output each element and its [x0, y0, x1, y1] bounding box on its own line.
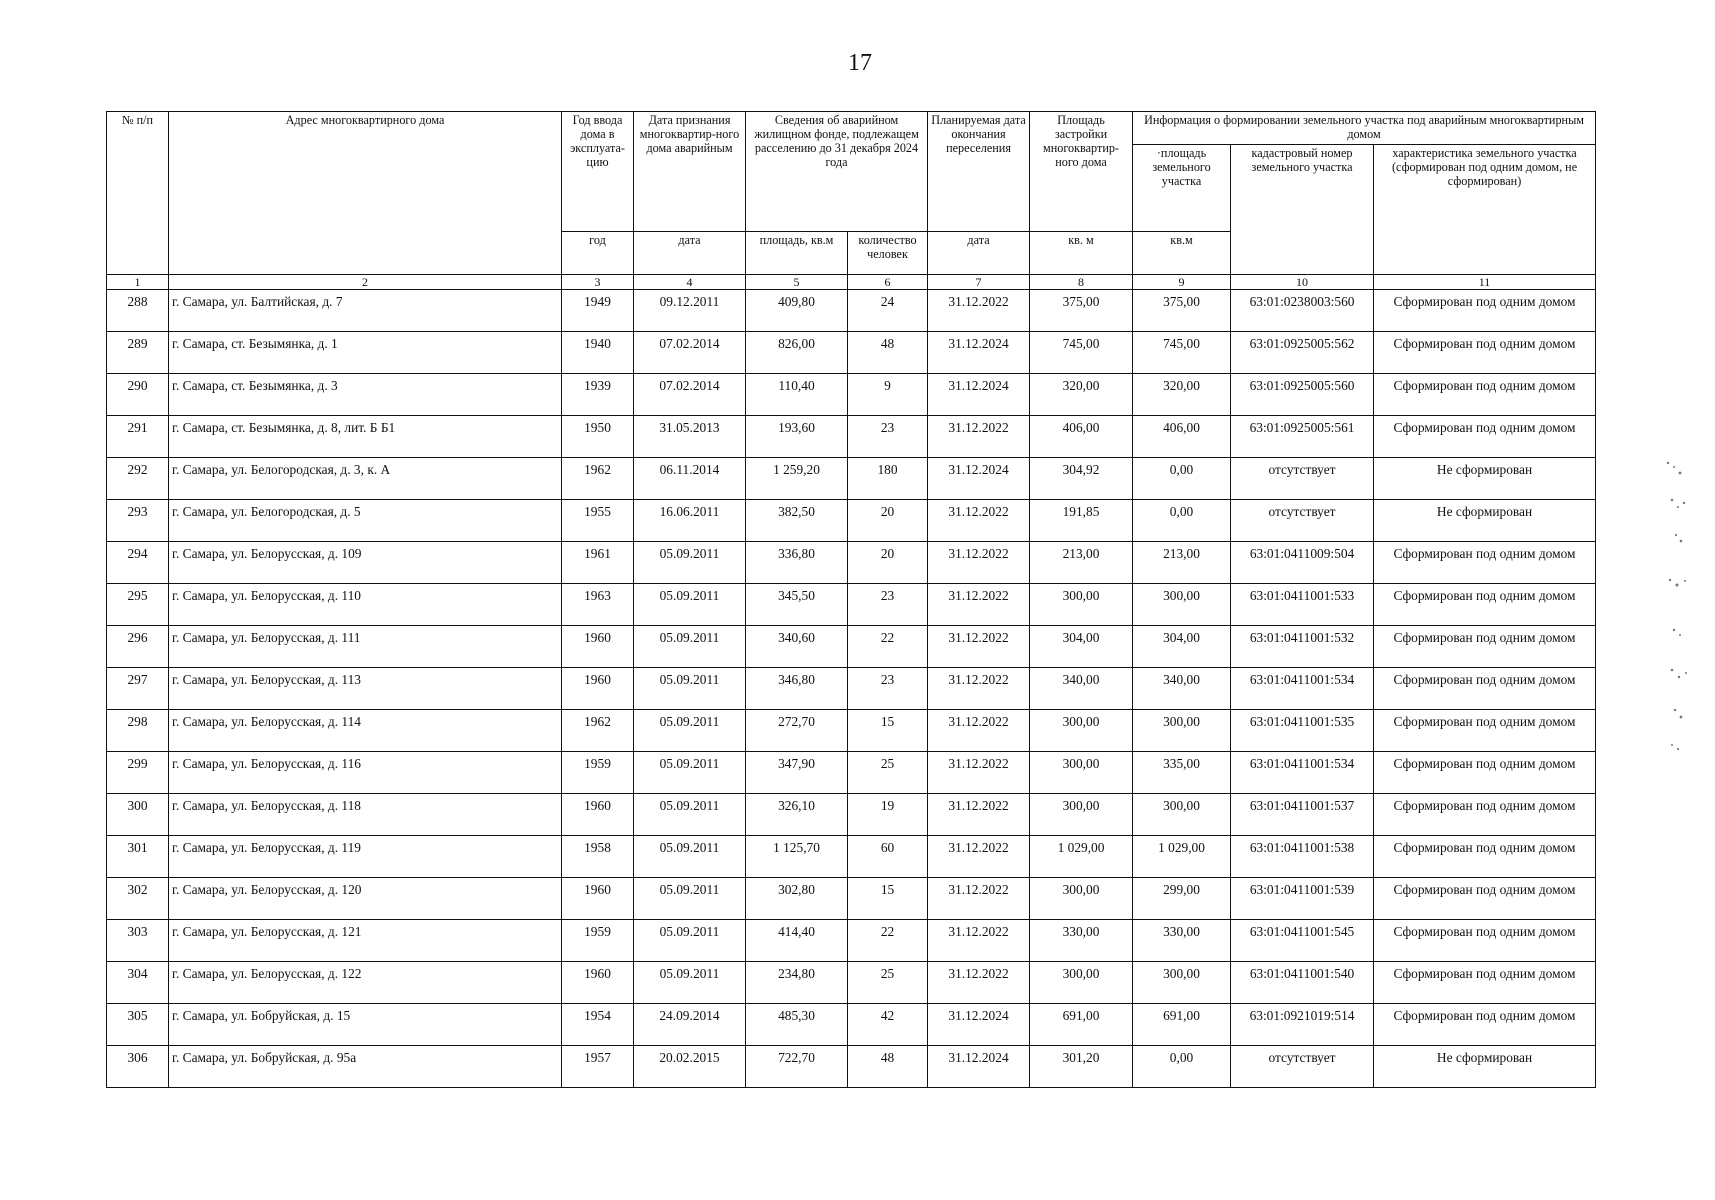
table-row: [107, 836, 1596, 878]
header-land-plot-info: Информация о формировании земельного участка под аварийным многоквартирным домом: [1133, 112, 1596, 145]
cell-year: 1960: [562, 962, 634, 1004]
cell-year: 1960: [562, 626, 634, 668]
header-emergency-date: Дата признания многоквартир-ного дома аварийным: [634, 112, 746, 232]
column-number: 10: [1231, 275, 1374, 290]
cell-area: 336,80: [746, 542, 848, 584]
cell-emergency-date: 07.02.2014: [634, 332, 746, 374]
cell-building-area: 745,00: [1030, 332, 1133, 374]
cell-emergency-date: 09.12.2011: [634, 290, 746, 332]
cell-row-number: 289: [107, 332, 169, 374]
cell-year: 1960: [562, 878, 634, 920]
cell-building-area: 406,00: [1030, 416, 1133, 458]
cell-cadastral-number: 63:01:0925005:560: [1231, 374, 1374, 416]
cell-row-number: 295: [107, 584, 169, 626]
cell-year: 1961: [562, 542, 634, 584]
cell-resettlement-date: 31.12.2022: [928, 752, 1030, 794]
cell-land-characteristic: Не сформирован: [1374, 1046, 1596, 1088]
column-number: 9: [1133, 275, 1231, 290]
cell-land-area: 300,00: [1133, 584, 1231, 626]
cell-building-area: 300,00: [1030, 794, 1133, 836]
cell-building-area: 300,00: [1030, 710, 1133, 752]
cell-land-area: 300,00: [1133, 962, 1231, 1004]
cell-cadastral-number: 63:01:0411001:540: [1231, 962, 1374, 1004]
cell-people-count: 15: [848, 878, 928, 920]
cell-emergency-date: 16.06.2011: [634, 500, 746, 542]
cell-land-area: 340,00: [1133, 668, 1231, 710]
cell-emergency-date: 05.09.2011: [634, 710, 746, 752]
table-row: [107, 1046, 1596, 1088]
cell-area: 302,80: [746, 878, 848, 920]
cell-area: 272,70: [746, 710, 848, 752]
cell-people-count: 22: [848, 626, 928, 668]
table-row: [107, 710, 1596, 752]
cell-area: 1 259,20: [746, 458, 848, 500]
cell-year: 1963: [562, 584, 634, 626]
table-row: [107, 290, 1596, 332]
cell-cadastral-number: 63:01:0411001:534: [1231, 668, 1374, 710]
cell-building-area: 300,00: [1030, 878, 1133, 920]
cell-address: г. Самара, ул. Бобруйская, д. 95а: [169, 1046, 562, 1088]
cell-building-area: 304,92: [1030, 458, 1133, 500]
column-number: 4: [634, 275, 746, 290]
cell-resettlement-date: 31.12.2022: [928, 920, 1030, 962]
cell-people-count: 9: [848, 374, 928, 416]
cell-resettlement-date: 31.12.2022: [928, 878, 1030, 920]
cell-area: 326,10: [746, 794, 848, 836]
table-row: [107, 752, 1596, 794]
cell-cadastral-number: 63:01:0411001:535: [1231, 710, 1374, 752]
cell-year: 1955: [562, 500, 634, 542]
cell-resettlement-date: 31.12.2022: [928, 962, 1030, 1004]
cell-year: 1939: [562, 374, 634, 416]
cell-emergency-date: 05.09.2011: [634, 668, 746, 710]
table-row: [107, 374, 1596, 416]
cell-building-area: 300,00: [1030, 584, 1133, 626]
cell-area: 345,50: [746, 584, 848, 626]
cell-land-area: 299,00: [1133, 878, 1231, 920]
cell-year: 1960: [562, 794, 634, 836]
cell-area: 193,60: [746, 416, 848, 458]
table-row: [107, 962, 1596, 1004]
cell-resettlement-date: 31.12.2022: [928, 668, 1030, 710]
cell-address: г. Самара, ул. Белорусская, д. 113: [169, 668, 562, 710]
cell-emergency-date: 05.09.2011: [634, 584, 746, 626]
header-resettlement-date: Планируемая дата окончания переселения: [928, 112, 1030, 232]
cell-area: 1 125,70: [746, 836, 848, 878]
unit-people: количество человек: [848, 232, 928, 275]
table-row: [107, 1004, 1596, 1046]
cell-people-count: 20: [848, 500, 928, 542]
header-row-main: [107, 112, 1596, 145]
header-housing-info: Сведения об аварийном жилищном фонде, подлежащем расселению до 31 декабря 2024 года: [746, 112, 928, 232]
cell-row-number: 292: [107, 458, 169, 500]
column-number: 11: [1374, 275, 1596, 290]
cell-land-area: 0,00: [1133, 1046, 1231, 1088]
cell-address: г. Самара, ул. Белорусская, д. 109: [169, 542, 562, 584]
cell-row-number: 299: [107, 752, 169, 794]
cell-address: г. Самара, ул. Белорусская, д. 118: [169, 794, 562, 836]
column-number: 6: [848, 275, 928, 290]
cell-year: 1962: [562, 458, 634, 500]
cell-row-number: 306: [107, 1046, 169, 1088]
cell-people-count: 48: [848, 1046, 928, 1088]
cell-year: 1957: [562, 1046, 634, 1088]
cell-building-area: 375,00: [1030, 290, 1133, 332]
cell-resettlement-date: 31.12.2022: [928, 416, 1030, 458]
cell-address: г. Самара, ул. Белогородская, д. 5: [169, 500, 562, 542]
cell-land-characteristic: Сформирован под одним домом: [1374, 626, 1596, 668]
cell-land-area: 304,00: [1133, 626, 1231, 668]
cell-year: 1954: [562, 1004, 634, 1046]
page-number: 17: [848, 50, 872, 76]
cell-area: 110,40: [746, 374, 848, 416]
cell-year: 1950: [562, 416, 634, 458]
cell-emergency-date: 07.02.2014: [634, 374, 746, 416]
cell-cadastral-number: 63:01:0411001:539: [1231, 878, 1374, 920]
cell-people-count: 23: [848, 416, 928, 458]
cell-land-area: 745,00: [1133, 332, 1231, 374]
column-number: 1: [107, 275, 169, 290]
cell-row-number: 288: [107, 290, 169, 332]
cell-cadastral-number: 63:01:0411001:537: [1231, 794, 1374, 836]
cell-emergency-date: 05.09.2011: [634, 542, 746, 584]
cell-year: 1959: [562, 920, 634, 962]
cell-resettlement-date: 31.12.2024: [928, 1046, 1030, 1088]
table-row: [107, 668, 1596, 710]
table-row: [107, 416, 1596, 458]
cell-people-count: 25: [848, 752, 928, 794]
cell-row-number: 293: [107, 500, 169, 542]
cell-row-number: 296: [107, 626, 169, 668]
cell-row-number: 300: [107, 794, 169, 836]
cell-people-count: 23: [848, 668, 928, 710]
cell-area: 340,60: [746, 626, 848, 668]
cell-land-characteristic: Сформирован под одним домом: [1374, 542, 1596, 584]
cell-cadastral-number: 63:01:0411001:534: [1231, 752, 1374, 794]
cell-year: 1940: [562, 332, 634, 374]
column-number-row: [107, 275, 1596, 290]
cell-land-area: 0,00: [1133, 500, 1231, 542]
cell-area: 826,00: [746, 332, 848, 374]
cell-area: 722,70: [746, 1046, 848, 1088]
cell-cadastral-number: 63:01:0411009:504: [1231, 542, 1374, 584]
cell-year: 1949: [562, 290, 634, 332]
cell-people-count: 48: [848, 332, 928, 374]
table-row: [107, 626, 1596, 668]
cell-land-characteristic: Сформирован под одним домом: [1374, 668, 1596, 710]
header-cadastral-number: кадастровый номер земельного участка: [1231, 145, 1374, 275]
cell-address: г. Самара, ул. Белогородская, д. 3, к. А: [169, 458, 562, 500]
cell-address: г. Самара, ул. Белорусская, д. 119: [169, 836, 562, 878]
cell-row-number: 302: [107, 878, 169, 920]
cell-year: 1960: [562, 668, 634, 710]
cell-address: г. Самара, ул. Белорусская, д. 116: [169, 752, 562, 794]
cell-people-count: 24: [848, 290, 928, 332]
cell-building-area: 330,00: [1030, 920, 1133, 962]
cell-address: г. Самара, ул. Белорусская, д. 121: [169, 920, 562, 962]
cell-building-area: 300,00: [1030, 752, 1133, 794]
cell-building-area: 300,00: [1030, 962, 1133, 1004]
cell-people-count: 60: [848, 836, 928, 878]
cell-resettlement-date: 31.12.2022: [928, 710, 1030, 752]
cell-land-characteristic: Сформирован под одним домом: [1374, 290, 1596, 332]
cell-resettlement-date: 31.12.2022: [928, 584, 1030, 626]
cell-row-number: 304: [107, 962, 169, 1004]
cell-emergency-date: 24.09.2014: [634, 1004, 746, 1046]
cell-resettlement-date: 31.12.2022: [928, 794, 1030, 836]
column-number: 3: [562, 275, 634, 290]
cell-land-area: 300,00: [1133, 710, 1231, 752]
cell-emergency-date: 05.09.2011: [634, 752, 746, 794]
cell-people-count: 23: [848, 584, 928, 626]
cell-address: г. Самара, ст. Безымянка, д. 1: [169, 332, 562, 374]
cell-land-area: 1 029,00: [1133, 836, 1231, 878]
emergency-housing-table: [106, 111, 1596, 1088]
table-row: [107, 920, 1596, 962]
unit-area: площадь, кв.м: [746, 232, 848, 275]
cell-land-area: 0,00: [1133, 458, 1231, 500]
table-row: [107, 500, 1596, 542]
cell-cadastral-number: 63:01:0925005:562: [1231, 332, 1374, 374]
cell-cadastral-number: 63:01:0925005:561: [1231, 416, 1374, 458]
cell-resettlement-date: 31.12.2024: [928, 374, 1030, 416]
cell-land-characteristic: Сформирован под одним домом: [1374, 374, 1596, 416]
column-number: 7: [928, 275, 1030, 290]
cell-people-count: 42: [848, 1004, 928, 1046]
cell-emergency-date: 20.02.2015: [634, 1046, 746, 1088]
cell-row-number: 297: [107, 668, 169, 710]
table-row: [107, 878, 1596, 920]
cell-building-area: 691,00: [1030, 1004, 1133, 1046]
cell-address: г. Самара, ул. Бобруйская, д. 15: [169, 1004, 562, 1046]
cell-cadastral-number: 63:01:0411001:532: [1231, 626, 1374, 668]
cell-cadastral-number: 63:01:0921019:514: [1231, 1004, 1374, 1046]
cell-row-number: 290: [107, 374, 169, 416]
cell-emergency-date: 05.09.2011: [634, 626, 746, 668]
cell-row-number: 298: [107, 710, 169, 752]
unit-date: дата: [634, 232, 746, 275]
cell-land-characteristic: Сформирован под одним домом: [1374, 962, 1596, 1004]
cell-building-area: 1 029,00: [1030, 836, 1133, 878]
cell-address: г. Самара, ст. Безымянка, д. 3: [169, 374, 562, 416]
header-land-characteristic: характеристика земельного участка (сформирован под одним домом, не сформирован): [1374, 145, 1596, 275]
cell-cadastral-number: отсутствует: [1231, 1046, 1374, 1088]
cell-building-area: 191,85: [1030, 500, 1133, 542]
cell-resettlement-date: 31.12.2024: [928, 1004, 1030, 1046]
cell-area: 382,50: [746, 500, 848, 542]
column-number: 5: [746, 275, 848, 290]
cell-address: г. Самара, ул. Белорусская, д. 122: [169, 962, 562, 1004]
cell-row-number: 301: [107, 836, 169, 878]
cell-land-area: 330,00: [1133, 920, 1231, 962]
cell-row-number: 291: [107, 416, 169, 458]
cell-address: г. Самара, ул. Белорусская, д. 110: [169, 584, 562, 626]
cell-land-area: 691,00: [1133, 1004, 1231, 1046]
cell-people-count: 180: [848, 458, 928, 500]
cell-land-area: 335,00: [1133, 752, 1231, 794]
cell-resettlement-date: 31.12.2022: [928, 500, 1030, 542]
cell-people-count: 25: [848, 962, 928, 1004]
cell-area: 414,40: [746, 920, 848, 962]
unit-land-area: кв.м: [1133, 232, 1231, 275]
cell-cadastral-number: отсутствует: [1231, 458, 1374, 500]
table-row: [107, 458, 1596, 500]
cell-land-characteristic: Не сформирован: [1374, 500, 1596, 542]
cell-people-count: 20: [848, 542, 928, 584]
cell-cadastral-number: 63:01:0238003:560: [1231, 290, 1374, 332]
cell-land-characteristic: Сформирован под одним домом: [1374, 584, 1596, 626]
table-body: [107, 290, 1596, 1088]
cell-address: г. Самара, ст. Безымянка, д. 8, лит. Б Б1: [169, 416, 562, 458]
cell-emergency-date: 05.09.2011: [634, 794, 746, 836]
cell-people-count: 19: [848, 794, 928, 836]
cell-building-area: 320,00: [1030, 374, 1133, 416]
cell-emergency-date: 05.09.2011: [634, 920, 746, 962]
cell-row-number: 305: [107, 1004, 169, 1046]
scan-artifact: [1650, 455, 1700, 755]
cell-land-characteristic: Сформирован под одним домом: [1374, 794, 1596, 836]
cell-land-area: 300,00: [1133, 794, 1231, 836]
cell-building-area: 340,00: [1030, 668, 1133, 710]
cell-emergency-date: 05.09.2011: [634, 878, 746, 920]
header-land-area: ·площадь земельного участка: [1133, 145, 1231, 232]
cell-resettlement-date: 31.12.2024: [928, 458, 1030, 500]
cell-land-area: 213,00: [1133, 542, 1231, 584]
cell-cadastral-number: отсутствует: [1231, 500, 1374, 542]
cell-land-characteristic: Сформирован под одним домом: [1374, 920, 1596, 962]
cell-building-area: 213,00: [1030, 542, 1133, 584]
cell-year: 1958: [562, 836, 634, 878]
cell-land-area: 406,00: [1133, 416, 1231, 458]
cell-land-characteristic: Сформирован под одним домом: [1374, 1004, 1596, 1046]
cell-resettlement-date: 31.12.2022: [928, 290, 1030, 332]
cell-area: 234,80: [746, 962, 848, 1004]
cell-land-characteristic: Сформирован под одним домом: [1374, 710, 1596, 752]
cell-land-characteristic: Сформирован под одним домом: [1374, 752, 1596, 794]
cell-address: г. Самара, ул. Белорусская, д. 114: [169, 710, 562, 752]
cell-building-area: 304,00: [1030, 626, 1133, 668]
unit-building-area: кв. м: [1030, 232, 1133, 275]
cell-emergency-date: 05.09.2011: [634, 962, 746, 1004]
header-building-area: Площадь застройки многоквартир-ного дома: [1030, 112, 1133, 232]
cell-area: 409,80: [746, 290, 848, 332]
cell-land-characteristic: Сформирован под одним домом: [1374, 836, 1596, 878]
cell-address: г. Самара, ул. Балтийская, д. 7: [169, 290, 562, 332]
header-year: Год ввода дома в эксплуата-цию: [562, 112, 634, 232]
table-row: [107, 584, 1596, 626]
cell-row-number: 303: [107, 920, 169, 962]
cell-land-area: 375,00: [1133, 290, 1231, 332]
unit-year: год: [562, 232, 634, 275]
cell-year: 1962: [562, 710, 634, 752]
table-row: [107, 794, 1596, 836]
cell-people-count: 22: [848, 920, 928, 962]
cell-area: 485,30: [746, 1004, 848, 1046]
cell-cadastral-number: 63:01:0411001:545: [1231, 920, 1374, 962]
header-address: Адрес многоквартирного дома: [169, 112, 562, 275]
unit-resettlement-date: дата: [928, 232, 1030, 275]
table-row: [107, 332, 1596, 374]
cell-cadastral-number: 63:01:0411001:538: [1231, 836, 1374, 878]
cell-land-characteristic: Не сформирован: [1374, 458, 1596, 500]
cell-resettlement-date: 31.12.2024: [928, 332, 1030, 374]
cell-land-characteristic: Сформирован под одним домом: [1374, 332, 1596, 374]
cell-building-area: 301,20: [1030, 1046, 1133, 1088]
table-row: [107, 542, 1596, 584]
cell-year: 1959: [562, 752, 634, 794]
cell-resettlement-date: 31.12.2022: [928, 626, 1030, 668]
cell-emergency-date: 31.05.2013: [634, 416, 746, 458]
cell-land-area: 320,00: [1133, 374, 1231, 416]
cell-area: 347,90: [746, 752, 848, 794]
column-number: 8: [1030, 275, 1133, 290]
cell-resettlement-date: 31.12.2022: [928, 836, 1030, 878]
cell-people-count: 15: [848, 710, 928, 752]
cell-emergency-date: 06.11.2014: [634, 458, 746, 500]
cell-row-number: 294: [107, 542, 169, 584]
cell-land-characteristic: Сформирован под одним домом: [1374, 416, 1596, 458]
cell-address: г. Самара, ул. Белорусская, д. 120: [169, 878, 562, 920]
cell-address: г. Самара, ул. Белорусская, д. 111: [169, 626, 562, 668]
cell-land-characteristic: Сформирован под одним домом: [1374, 878, 1596, 920]
cell-area: 346,80: [746, 668, 848, 710]
cell-cadastral-number: 63:01:0411001:533: [1231, 584, 1374, 626]
cell-emergency-date: 05.09.2011: [634, 836, 746, 878]
header-row-number: № п/п: [107, 112, 169, 275]
column-number: 2: [169, 275, 562, 290]
cell-resettlement-date: 31.12.2022: [928, 542, 1030, 584]
